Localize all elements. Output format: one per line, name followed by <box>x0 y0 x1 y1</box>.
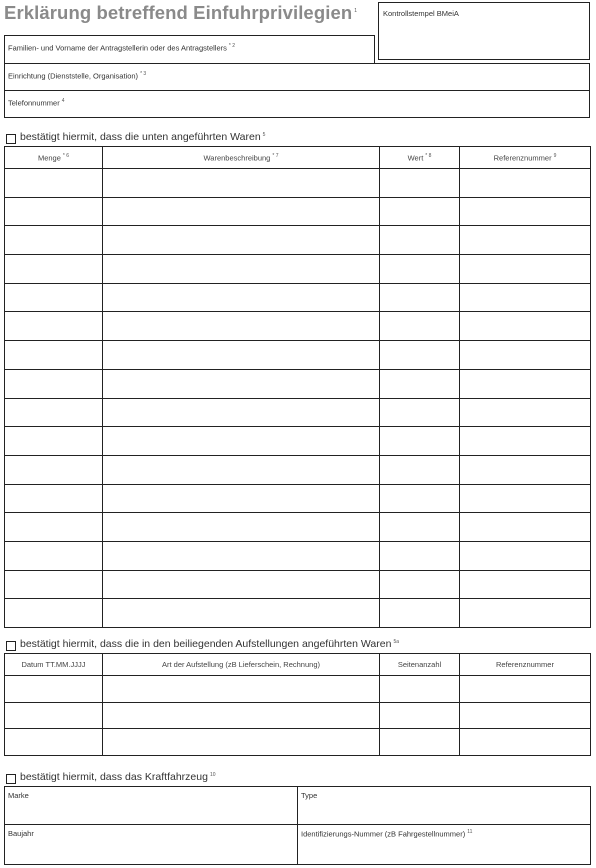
lists-table <box>4 653 591 756</box>
goods-table-cell[interactable] <box>460 369 591 398</box>
goods-table-cell[interactable] <box>103 197 380 226</box>
goods-table-cell[interactable] <box>5 599 103 628</box>
lists-table-cell[interactable] <box>460 676 591 703</box>
goods-table-cell[interactable] <box>380 312 460 341</box>
col-value-footnote: * 8 <box>425 152 432 159</box>
goods-table-row <box>5 312 591 341</box>
goods-table-cell[interactable] <box>103 169 380 198</box>
goods-table-cell[interactable] <box>380 369 460 398</box>
goods-table-cell[interactable] <box>380 455 460 484</box>
lists-table-cell[interactable] <box>460 729 591 756</box>
goods-table-cell[interactable] <box>5 455 103 484</box>
goods-table-cell[interactable] <box>460 197 591 226</box>
goods-table-cell[interactable] <box>103 312 380 341</box>
vehicle-type-label: Type <box>301 791 318 800</box>
goods-table-cell[interactable] <box>103 599 380 628</box>
institution-field[interactable] <box>4 63 590 91</box>
col-value <box>380 147 460 169</box>
goods-table-cell[interactable] <box>5 283 103 312</box>
goods-table-cell[interactable] <box>5 398 103 427</box>
goods-table-cell[interactable] <box>103 255 380 284</box>
goods-table-cell[interactable] <box>103 369 380 398</box>
col-list-reference: Referenznummer <box>460 654 591 676</box>
goods-table-cell[interactable] <box>460 312 591 341</box>
goods-table-cell[interactable] <box>460 169 591 198</box>
goods-table-cell[interactable] <box>5 369 103 398</box>
goods-table-cell[interactable] <box>460 455 591 484</box>
lists-section-heading <box>20 638 399 650</box>
goods-table-cell[interactable] <box>5 169 103 198</box>
control-stamp-label: Kontrollstempel BMeiA <box>383 9 459 18</box>
institution-footnote: * 3 <box>140 71 147 77</box>
lists-table-row <box>5 676 591 703</box>
goods-table <box>4 146 591 628</box>
lists-table-cell[interactable] <box>380 702 460 729</box>
goods-table-cell[interactable] <box>5 226 103 255</box>
goods-table-cell[interactable] <box>5 427 103 456</box>
vehicle-make-label: Marke <box>8 791 29 800</box>
vehicle-section-heading <box>20 771 216 783</box>
col-quantity <box>5 147 103 169</box>
vehicle-section-footnote: 10 <box>209 771 216 778</box>
vehicle-vin-footnote: 11 <box>467 829 473 835</box>
phone-field[interactable] <box>4 90 590 118</box>
goods-table-cell[interactable] <box>460 599 591 628</box>
goods-table-row <box>5 541 591 570</box>
vehicle-year-field[interactable] <box>5 825 298 865</box>
goods-table-row <box>5 255 591 284</box>
lists-section-footnote: 5a <box>393 638 400 645</box>
vehicle-checkbox[interactable] <box>6 774 16 784</box>
goods-table-cell[interactable] <box>5 570 103 599</box>
goods-table-row <box>5 570 591 599</box>
goods-table-row <box>5 197 591 226</box>
goods-table-row <box>5 455 591 484</box>
lists-table-row <box>5 702 591 729</box>
lists-table-row <box>5 729 591 756</box>
goods-table-cell[interactable] <box>380 169 460 198</box>
goods-table-cell[interactable] <box>460 427 591 456</box>
col-description <box>103 147 380 169</box>
goods-table-cell[interactable] <box>5 341 103 370</box>
goods-table-cell[interactable] <box>460 570 591 599</box>
goods-table-cell[interactable] <box>5 484 103 513</box>
goods-table-cell[interactable] <box>460 226 591 255</box>
lists-table-cell[interactable] <box>380 729 460 756</box>
goods-section-heading <box>20 131 265 143</box>
col-quantity-footnote: * 6 <box>62 152 70 159</box>
goods-table-cell[interactable] <box>460 341 591 370</box>
applicant-name-label-text: Familien- und Vorname der Antragstellerin oder des Antragstellers <box>8 43 227 53</box>
vehicle-vin-label <box>301 829 472 839</box>
col-value-label: Wert <box>407 153 424 163</box>
vehicle-vin-label-text: Identifizierungs-Nummer (zB Fahrgestellnummer) <box>301 829 466 839</box>
goods-table-row <box>5 226 591 255</box>
applicant-name-footnote: * 2 <box>228 43 235 49</box>
control-stamp-box <box>378 2 590 60</box>
goods-table-cell[interactable] <box>5 255 103 284</box>
goods-table-cell[interactable] <box>380 283 460 312</box>
goods-checkbox[interactable] <box>6 134 16 144</box>
goods-table-cell[interactable] <box>103 427 380 456</box>
lists-table-cell[interactable] <box>460 702 591 729</box>
phone-label-text: Telefonnummer <box>8 98 60 108</box>
goods-table-cell[interactable] <box>380 513 460 542</box>
lists-table-cell[interactable] <box>380 676 460 703</box>
lists-checkbox[interactable] <box>6 641 16 651</box>
form-title <box>4 2 357 24</box>
goods-table-cell[interactable] <box>103 341 380 370</box>
goods-table-row <box>5 398 591 427</box>
phone-footnote: 4 <box>61 98 65 104</box>
goods-table-cell[interactable] <box>103 541 380 570</box>
goods-table-cell[interactable] <box>103 283 380 312</box>
goods-table-cell[interactable] <box>380 541 460 570</box>
institution-label-text: Einrichtung (Dienststelle, Organisation) <box>8 71 139 81</box>
goods-table-body <box>5 169 591 628</box>
goods-table-cell[interactable] <box>5 513 103 542</box>
vehicle-vin-field[interactable] <box>298 825 591 865</box>
vehicle-section-text: bestätigt hiermit, dass das Kraftfahrzeug <box>20 771 208 783</box>
goods-table-row <box>5 283 591 312</box>
phone-label <box>8 98 64 108</box>
goods-table-cell[interactable] <box>5 541 103 570</box>
goods-table-cell[interactable] <box>103 455 380 484</box>
lists-table-body <box>5 676 591 756</box>
lists-table-cell[interactable] <box>5 729 103 756</box>
goods-table-cell[interactable] <box>103 570 380 599</box>
goods-table-row <box>5 513 591 542</box>
goods-table-row <box>5 484 591 513</box>
col-reference <box>460 147 591 169</box>
goods-table-cell[interactable] <box>5 197 103 226</box>
goods-table-cell[interactable] <box>460 541 591 570</box>
col-reference-footnote: 9 <box>553 152 557 159</box>
vehicle-year-label: Baujahr <box>8 829 34 838</box>
col-page-count: Seitenanzahl <box>380 654 460 676</box>
applicant-name-field[interactable] <box>4 35 375 64</box>
goods-table-cell[interactable] <box>380 255 460 284</box>
goods-table-cell[interactable] <box>380 197 460 226</box>
goods-table-cell[interactable] <box>103 513 380 542</box>
goods-table-cell[interactable] <box>380 599 460 628</box>
lists-table-cell[interactable] <box>103 702 380 729</box>
col-description-footnote: * 7 <box>272 152 279 159</box>
goods-table-row <box>5 341 591 370</box>
goods-table-cell[interactable] <box>380 341 460 370</box>
lists-table-cell[interactable] <box>5 702 103 729</box>
lists-header-row <box>5 654 591 676</box>
goods-table-cell[interactable] <box>103 398 380 427</box>
goods-section-text: bestätigt hiermit, dass die unten angeführten Waren <box>20 131 261 143</box>
goods-table-cell[interactable] <box>5 312 103 341</box>
lists-table-cell[interactable] <box>103 729 380 756</box>
vehicle-table <box>4 786 591 865</box>
institution-label <box>8 71 146 81</box>
vehicle-make-field[interactable] <box>5 787 298 825</box>
goods-table-row <box>5 369 591 398</box>
goods-table-row <box>5 427 591 456</box>
goods-table-cell[interactable] <box>380 427 460 456</box>
goods-table-cell[interactable] <box>460 398 591 427</box>
goods-table-cell[interactable] <box>103 226 380 255</box>
goods-table-cell[interactable] <box>460 513 591 542</box>
goods-table-cell[interactable] <box>103 484 380 513</box>
vehicle-type-field[interactable] <box>298 787 591 825</box>
col-quantity-label: Menge <box>37 153 61 163</box>
vehicle-row-1 <box>5 787 591 825</box>
lists-section-text: bestätigt hiermit, dass die in den beiliegenden Aufstellungen angeführten Waren <box>20 638 392 650</box>
goods-table-cell[interactable] <box>460 255 591 284</box>
form-title-text: Erklärung betreffend Einfuhrprivilegien <box>4 2 353 23</box>
goods-table-cell[interactable] <box>380 570 460 599</box>
goods-table-cell[interactable] <box>380 398 460 427</box>
goods-table-cell[interactable] <box>380 484 460 513</box>
title-footnote: 1 <box>354 7 358 14</box>
vehicle-row-2 <box>5 825 591 865</box>
goods-section-footnote: 5 <box>262 131 266 138</box>
applicant-name-label <box>8 43 235 53</box>
lists-table-cell[interactable] <box>103 676 380 703</box>
col-date: Datum TT.MM.JJJJ <box>5 654 103 676</box>
goods-table-row <box>5 599 591 628</box>
col-description-label: Warenbeschreibung <box>203 153 271 163</box>
goods-table-cell[interactable] <box>460 484 591 513</box>
goods-header-row <box>5 147 591 169</box>
lists-table-cell[interactable] <box>5 676 103 703</box>
col-reference-label: Referenznummer <box>493 153 552 163</box>
goods-table-row <box>5 169 591 198</box>
goods-table-cell[interactable] <box>460 283 591 312</box>
col-list-type: Art der Aufstellung (zB Lieferschein, Rechnung) <box>103 654 380 676</box>
goods-table-cell[interactable] <box>380 226 460 255</box>
